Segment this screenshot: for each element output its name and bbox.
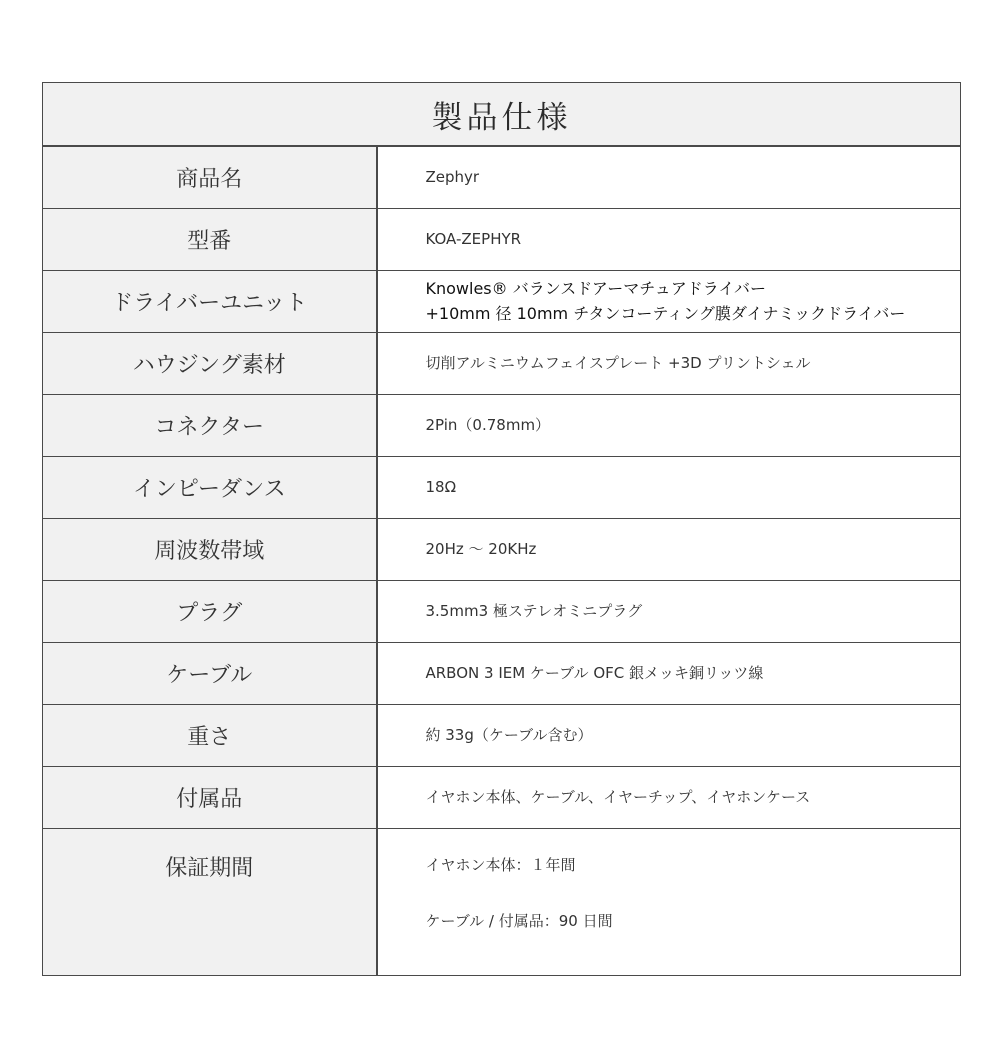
spec-row-driver-unit [43, 271, 961, 333]
row-label: ハウジング素材 [43, 333, 377, 395]
spec-row-product-name [43, 146, 961, 209]
spec-row-impedance [43, 457, 961, 519]
row-value: イヤホン本体、ケーブル、イヤーチップ、イヤホンケース [377, 767, 961, 829]
table-title: 製品仕様 [43, 83, 961, 147]
spec-row-cable [43, 643, 961, 705]
row-label: 型番 [43, 209, 377, 271]
row-value: 3.5mm3 極ステレオミニプラグ [377, 581, 961, 643]
spec-row-frequency-range [43, 519, 961, 581]
row-label: 重さ [43, 705, 377, 767]
spec-row-housing-material [43, 333, 961, 395]
row-label: 商品名 [43, 146, 377, 209]
row-label: 付属品 [43, 767, 377, 829]
spec-row-accessories [43, 767, 961, 829]
driver-line-1: Knowles® バランスドアーマチュアドライバー [425, 278, 766, 298]
row-label: ケーブル [43, 643, 377, 705]
row-label: 保証期間 [43, 829, 377, 976]
driver-line-2: +10mm 径 10mm チタンコーティング膜ダイナミックドライバー [425, 303, 906, 323]
row-value: KOA-ZEPHYR [377, 209, 961, 271]
row-label: プラグ [43, 581, 377, 643]
row-value: 18Ω [377, 457, 961, 519]
row-label: コネクター [43, 395, 377, 457]
spec-row-connector [43, 395, 961, 457]
row-value: 20Hz ～ 20KHz [377, 519, 961, 581]
row-value: 2Pin（0.78mm） [377, 395, 961, 457]
row-value: 切削アルミニウムフェイスプレート +3D プリントシェル [377, 333, 961, 395]
row-value: 約 33g（ケーブル含む） [377, 705, 961, 767]
row-value: Zephyr [377, 146, 961, 209]
spec-row-weight [43, 705, 961, 767]
spec-row-plug [43, 581, 961, 643]
row-value [377, 829, 961, 976]
row-value [377, 271, 961, 333]
row-label: インピーダンス [43, 457, 377, 519]
spec-table [42, 82, 961, 976]
warranty-line-2: ケーブル / 付属品：90 日間 [425, 912, 613, 930]
title-row [43, 83, 961, 147]
row-label: ドライバーユニット [43, 271, 377, 333]
spec-row-warranty [43, 829, 961, 976]
warranty-line-1: イヤホン本体：１年間 [425, 856, 576, 874]
spec-row-model-number [43, 209, 961, 271]
row-value: ARBON 3 IEM ケーブル OFC 銀メッキ銅リッツ線 [377, 643, 961, 705]
row-label: 周波数帯域 [43, 519, 377, 581]
